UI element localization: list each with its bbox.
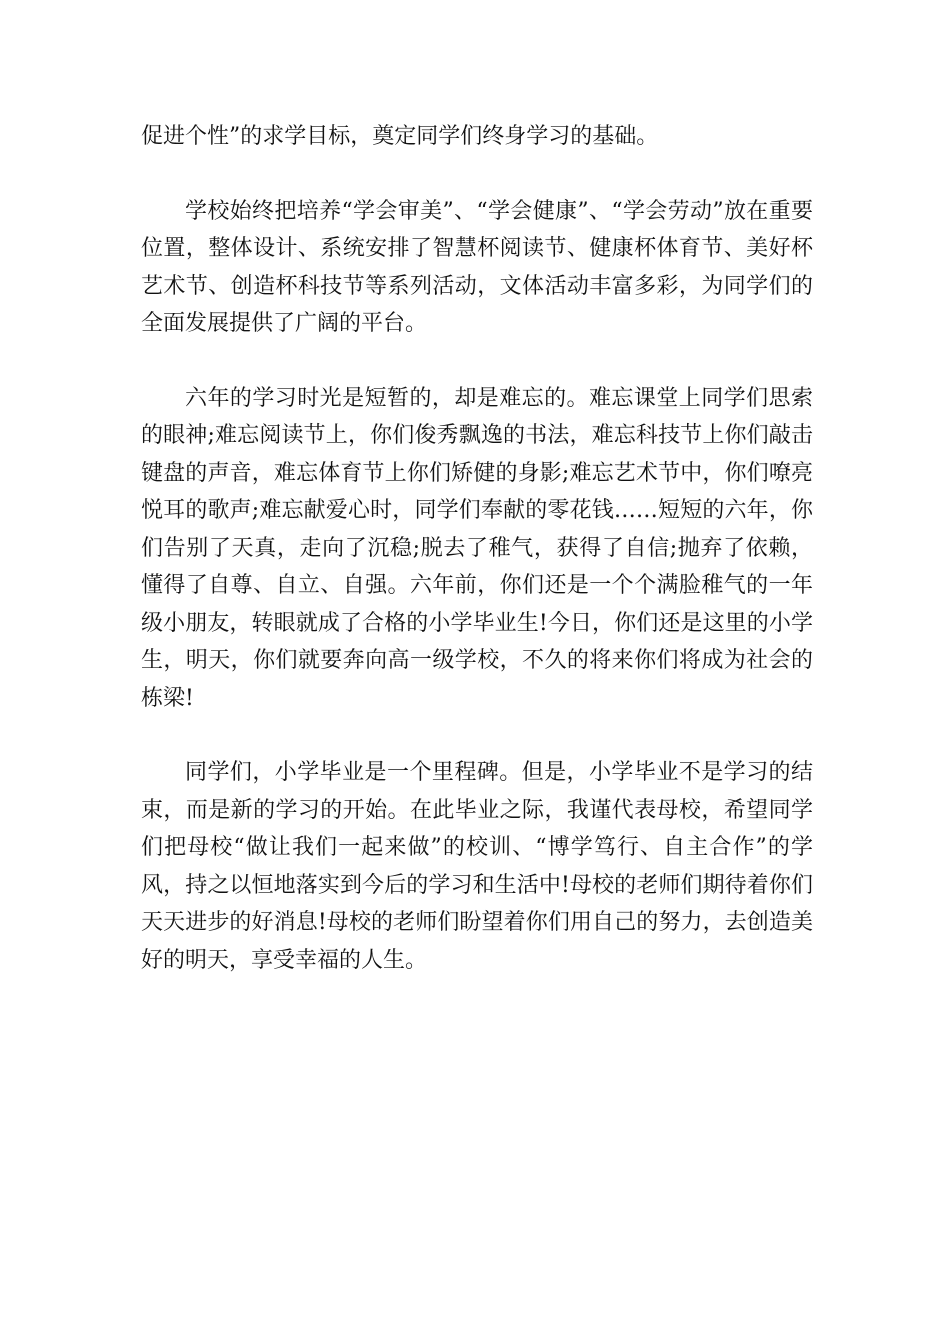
- paragraph-continued: 促进个性”的求学目标，奠定同学们终身学习的基础。: [141, 124, 659, 149]
- document-body: [141, 118, 813, 1016]
- paragraph-school-activities: 学校始终把培养“学会审美”、“学会健康”、“学会劳动”放在重要位置，整体设计、系统安排了智慧杯阅读节、健康杯体育节、美好杯艺术节、创造杯科技节等系列活动，文体活动丰富多彩，为同学们的全面发展提供了广阔的平台。: [141, 198, 813, 336]
- paragraph-graduation-wishes: 同学们，小学毕业是一个里程碑。但是，小学毕业不是学习的结束，而是新的学习的开始。在此毕业之际，我谨代表母校，希望同学们把母校“做让我们一起来做”的校训、“博学笃行、自主合作”的学风，持之以恒地落实到今后的学习和生活中!母校的老师们期待着你们天天进步的好消息!母校的老师们盼望着你们用自己的努力，去创造美好的明天，享受幸福的人生。: [141, 760, 813, 973]
- paragraph-six-years-memories: 六年的学习时光是短暂的，却是难忘的。难忘课堂上同学们思索的眼神;难忘阅读节上，你们俊秀飘逸的书法，难忘科技节上你们敲击键盘的声音，难忘体育节上你们矫健的身影;难忘艺术节中，你们嘹亮悦耳的歌声;难忘献爱心时，同学们奉献的零花钱……短短的六年，你们告别了天真，走向了沉稳;脱去了稚气，获得了自信;抛弃了依赖，懂得了自尊、自立、自强。六年前，你们还是一个个满脸稚气的一年级小朋友，转眼就成了合格的小学毕业生!今日，你们还是这里的小学生，明天，你们就要奔向高一级学校，不久的将来你们将成为社会的栋梁!: [141, 385, 813, 711]
